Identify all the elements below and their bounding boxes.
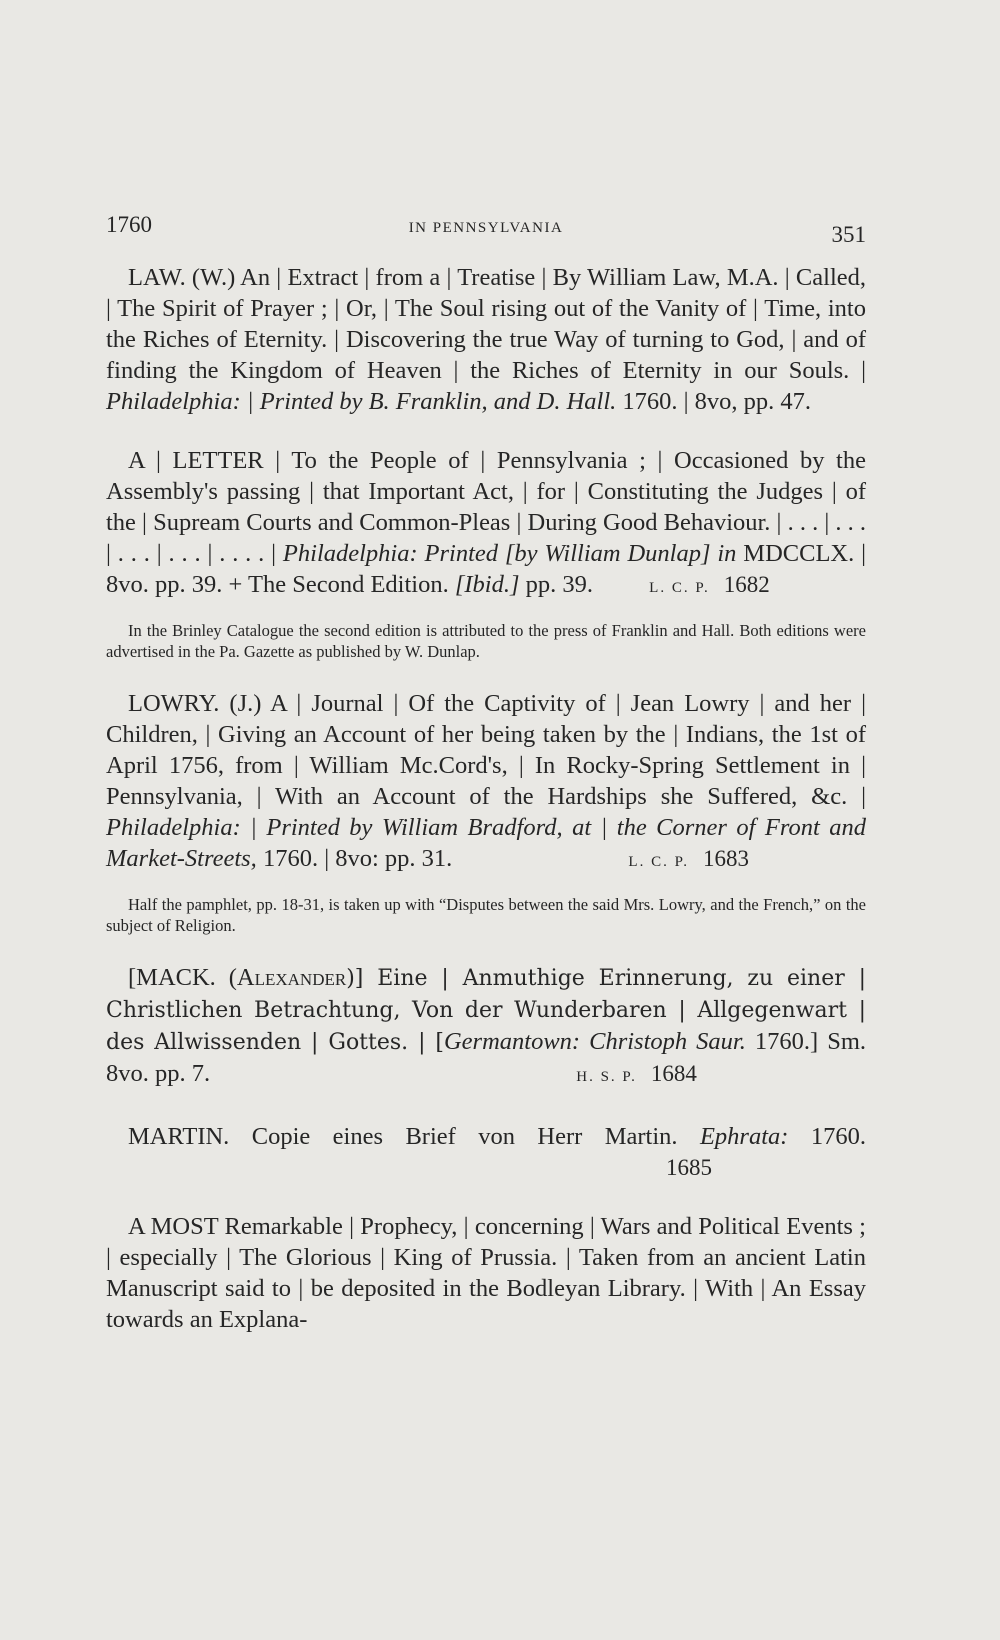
entry-number: 1685 xyxy=(666,1155,712,1180)
page-number: 351 xyxy=(831,222,866,247)
entry-martin xyxy=(106,1121,866,1183)
entry-imprint: Ephrata: xyxy=(699,1123,789,1150)
entry-text xyxy=(106,445,866,604)
entry-reference xyxy=(599,571,770,598)
entry-text-part: 1760.] Sm. 8vo. pp. 7. xyxy=(106,1028,867,1087)
header-year: 1760 xyxy=(106,212,152,237)
library-code: L. C. P. xyxy=(628,854,690,870)
entry-text-part: A MOST Remarkable | Prophecy, | concerning | Wars and Political Events ; | especially | The Glorious | King of Prussia. | Taken from an ancient Latin Manuscript said to | be deposited in the Bodleyan Library. | With | An Essay towards an Explana- xyxy=(106,1213,866,1333)
note-letter: In the Brinley Catalogue the second edition is attributed to the press of Franklin and Hall. Both editions were advertised in the Pa. Gazette as published by W. Dunlap. xyxy=(106,621,866,661)
entry-prophecy xyxy=(106,1211,866,1335)
entry-text-part: 1760. | 8vo: pp. 31. xyxy=(256,845,453,872)
entry-law xyxy=(106,262,866,417)
entry-text-part: MARTIN. Copie eines Brief von Herr Martin. xyxy=(128,1123,700,1150)
entry-text-part: pp. 39. xyxy=(519,571,594,598)
entry-text xyxy=(106,262,866,417)
library-code: H. S. P. xyxy=(576,1069,637,1085)
entry-reference xyxy=(216,1060,697,1087)
entry-text-part: 1760. xyxy=(788,1123,866,1150)
page-header xyxy=(106,212,866,252)
entry-imprint-ibid: [Ibid.] xyxy=(454,571,520,598)
entry-number: 1684 xyxy=(650,1061,697,1086)
entry-text xyxy=(106,962,866,1093)
entry-text-part: LOWRY. (J.) A | Journal | Of the Captivity of | Jean Lowry | and her | Children, | Giving an Account of her being taken by the | Indians, the 1st of April 1756, from | William Mc.Cord's, | In Rocky-Spring Settlement in | Pennsylvania, | With an Account of the Hardships she Suffered, &c. | xyxy=(106,690,866,810)
entry-number: 1683 xyxy=(703,846,750,871)
entry-text-part: LAW. (W.) An | Extract | from a | Treatise | By William Law, M.A. | Called, | The Spirit of Prayer ; | Or, | The Soul rising out of the Vanity of | Time, into the Riches of Eternity. | Discovering the true Way of turning to God, | and of finding the Kingdom of Heaven | the Riches of Eternity in our Souls. | xyxy=(106,264,866,384)
entry-fraktur-text: )] Eine | Anmuthige Erinnerung, zu einer | Christlichen Betrachtung, Von der Wunderbaren | Allgegenwart | des Allwissenden | Gottes. | [ xyxy=(106,966,866,1055)
page-content xyxy=(106,262,866,1363)
entry-reference xyxy=(106,1154,712,1181)
entry-mack xyxy=(106,962,866,1093)
entry-reference xyxy=(458,845,749,872)
entry-text-part: MDCCLX. | 8vo. pp. 39. + The Second Edition. xyxy=(106,540,866,598)
entry-text xyxy=(106,688,866,878)
entry-text-part: [MACK. ( xyxy=(128,964,237,991)
entry-text-part: 1760. | 8vo, pp. 47. xyxy=(616,388,812,415)
entry-lowry xyxy=(106,688,866,878)
note-lowry: Half the pamphlet, pp. 18-31, is taken up with “Disputes between the said Mrs. Lowry, and the French,” on the subject of Religion. xyxy=(106,895,866,935)
entry-text xyxy=(106,1211,866,1335)
entry-imprint: Philadelphia: | Printed by William Bradford, at | the Corner of Front and Market-Streets, xyxy=(106,814,866,872)
entry-text xyxy=(106,1121,866,1183)
entry-imprint: Philadelphia: | Printed by B. Franklin, and D. Hall. xyxy=(106,388,617,415)
entry-number: 1682 xyxy=(723,572,770,597)
header-title: IN PENNSYLVANIA xyxy=(408,220,564,236)
entry-letter xyxy=(106,445,866,604)
entry-imprint: Germantown: Christoph Saur. xyxy=(443,1028,746,1055)
entry-text-part: A | LETTER | To the People of | Pennsylvania ; | Occasioned by the Assembly's passing | that Important Act, | for | Constituting the Judges | of the | Supream Courts and Common-Pleas | During Good Behaviour. | . . . | . . . | . . . | . . . | . . . . | xyxy=(106,447,866,567)
entry-imprint: Philadelphia: Printed [by William Dunlap] in xyxy=(282,540,737,567)
entry-author-forename: Alexander xyxy=(236,964,347,991)
library-code: L. C. P. xyxy=(649,580,710,596)
